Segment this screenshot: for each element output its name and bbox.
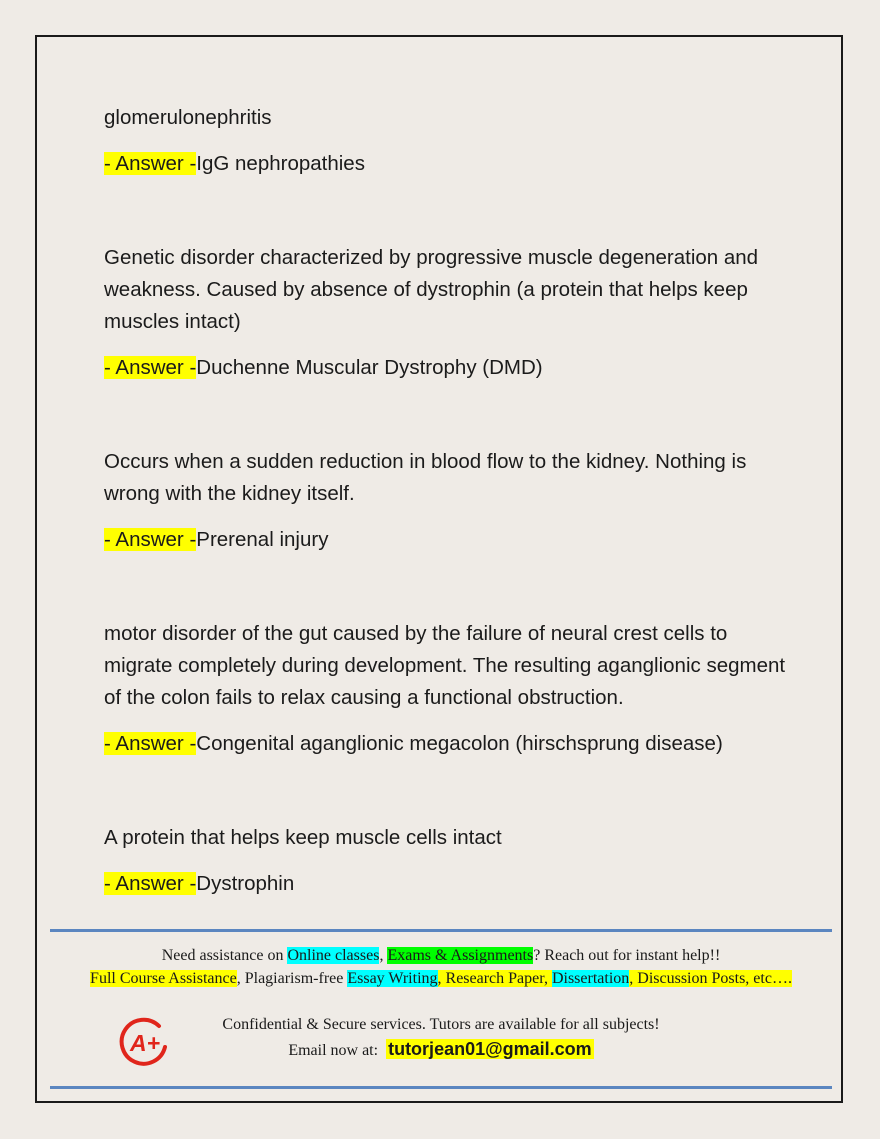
answer-line <box>104 352 794 384</box>
email-label: Email now at: <box>288 1042 379 1059</box>
footer-bottom-rule <box>50 1086 832 1089</box>
answer-prefix: - Answer - <box>104 152 197 175</box>
qa-item <box>104 822 794 900</box>
dissertation-link[interactable]: Dissertation <box>551 970 630 987</box>
question-text: A protein that helps keep muscle cells intact <box>104 826 502 849</box>
footer-text-span: Need assistance on <box>161 947 288 964</box>
essay-writing-link[interactable]: Essay Writing <box>347 970 438 987</box>
footer-text-span: , Plagiarism-free <box>236 970 348 987</box>
answer-line <box>104 524 794 556</box>
answer-prefix: - Answer - <box>104 356 197 379</box>
online-classes-link[interactable]: Online classes <box>287 947 380 964</box>
question-text: motor disorder of the gut caused by the failure of neural crest cells to migrate completely during development. The resulting aganglionic segment of the colon fails to relax causing a functional obstruction. <box>104 622 786 709</box>
footer-text-span: , <box>379 947 388 964</box>
question-text: Genetic disorder characterized by progressive muscle degeneration and weakness. Caused by absence of dystrophin (a protein that helps keep muscles intact) <box>104 246 759 333</box>
footer-line-3: Confidential & Secure services. Tutors are available for all subjects! <box>222 1016 660 1033</box>
qa-item <box>104 102 794 180</box>
footer-line-4 <box>50 1038 832 1062</box>
footer-text-span: ? Reach out for instant help!! <box>533 947 721 964</box>
question-text: Occurs when a sudden reduction in blood flow to the kidney. Nothing is wrong with the kidney itself. <box>104 450 747 505</box>
research-paper-link[interactable]: , Research Paper, <box>437 970 552 987</box>
footer-top-rule <box>50 929 832 932</box>
footer-line-1 <box>50 944 832 967</box>
answer-line <box>104 868 794 900</box>
email-link[interactable]: tutorjean01@gmail.com <box>388 1039 592 1059</box>
qa-item <box>104 618 794 760</box>
full-course-link[interactable]: Full Course Assistance <box>90 970 237 987</box>
qa-list <box>104 102 794 900</box>
answer-prefix: - Answer - <box>104 732 197 755</box>
exams-assignments-link[interactable]: Exams & Assignments <box>387 947 534 964</box>
footer-line-2 <box>50 967 832 990</box>
discussion-posts-link[interactable]: , Discussion Posts, etc…. <box>629 970 792 987</box>
qa-item <box>104 446 794 556</box>
question-text: glomerulonephritis <box>104 106 272 129</box>
answer-text: Duchenne Muscular Dystrophy (DMD) <box>196 356 543 379</box>
answer-text: Dystrophin <box>196 872 295 895</box>
logo-text: A+ <box>129 1030 161 1056</box>
answer-prefix: - Answer - <box>104 528 197 551</box>
answer-prefix: - Answer - <box>104 872 197 895</box>
answer-text: Congenital aganglionic megacolon (hirschsprung disease) <box>196 732 723 755</box>
answer-text: IgG nephropathies <box>196 152 365 175</box>
answer-line <box>104 148 794 180</box>
answer-text: Prerenal injury <box>196 528 329 551</box>
answer-line <box>104 728 794 760</box>
qa-item <box>104 242 794 384</box>
